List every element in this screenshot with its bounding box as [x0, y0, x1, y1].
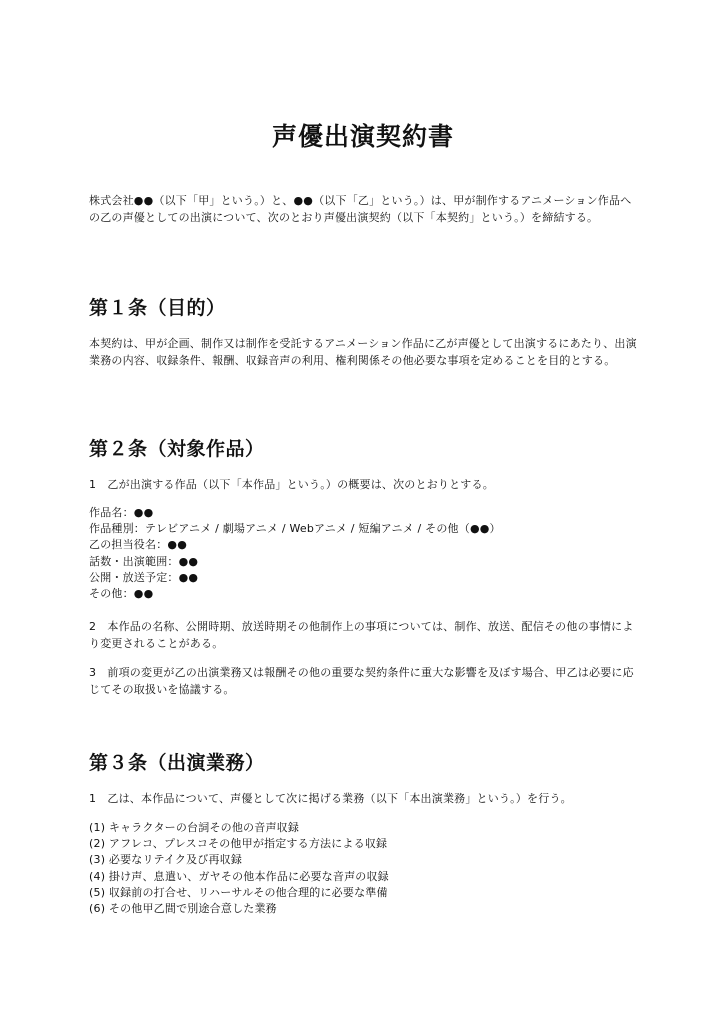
list-item: (3) 必要なリテイク及び再収録: [89, 853, 243, 867]
preamble-paragraph: 株式会社●●（以下「甲」という。）と、●●（以下「乙」という。）は、甲が制作するアニメーション作品への乙の声優としての出演について、次のとおり声優出演契約（以下「本契約」という。）を締結する。: [89, 194, 632, 224]
list-item: その他：●●: [89, 587, 154, 601]
article-2-paragraph-1: 1 乙が出演する作品（以下「本作品」という。）の概要は、次のとおりとする。: [89, 478, 494, 491]
article-2-heading: 第２条（対象作品）: [89, 438, 265, 460]
list-item: 公開・放送予定：●●: [89, 570, 199, 584]
list-item: (2) アフレコ、プレスコその他甲が指定する方法による収録: [89, 837, 388, 851]
article-3-heading: 第３条（出演業務）: [89, 752, 265, 774]
article-2-work-details-list: [89, 505, 637, 602]
article-3-duties-list: [89, 820, 637, 917]
article-2-paragraph-3: 3 前項の変更が乙の出演業務又は報酬その他の重要な契約条件に重大な影響を及ぼす場合、甲乙は必要に応じてその取扱いを協議する。: [89, 666, 634, 696]
list-item: 乙の担当役名：●●: [89, 538, 187, 552]
article-2-paragraph-2: 2 本作品の名称、公開時期、放送時期その他制作上の事項については、制作、放送、配信その他の事情により変更されることがある。: [89, 620, 634, 650]
list-item: (5) 収録前の打合せ、リハーサルその他合理的に必要な準備: [89, 885, 388, 899]
document-title: 声優出演契約書: [271, 122, 454, 151]
article-3-paragraph-1: 1 乙は、本作品について、声優として次に掲げる業務（以下「本出演業務」という。）を行う。: [89, 792, 572, 805]
list-item: 作品名：●●: [89, 506, 154, 519]
list-item: (1) キャラクターの台詞その他の音声収録: [89, 821, 300, 834]
list-item: 話数・出演範囲：●●: [89, 554, 199, 568]
article-1-heading: 第１条（目的）: [89, 297, 226, 319]
list-item: 作品種別：テレビアニメ / 劇場アニメ / Webアニメ / 短編アニメ / その他（●●）: [89, 522, 501, 536]
article-1-body: 本契約は、甲が企画、制作又は制作を受託するアニメーション作品に乙が声優として出演するにあたり、出演業務の内容、収録条件、報酬、収録音声の利用、権利関係その他必要な事項を定めることを目的とする。: [89, 337, 637, 367]
list-item: (4) 掛け声、息遣い、ガヤその他本作品に必要な音声の収録: [89, 869, 389, 883]
list-item: (6) その他甲乙間で別途合意した業務: [89, 902, 277, 916]
